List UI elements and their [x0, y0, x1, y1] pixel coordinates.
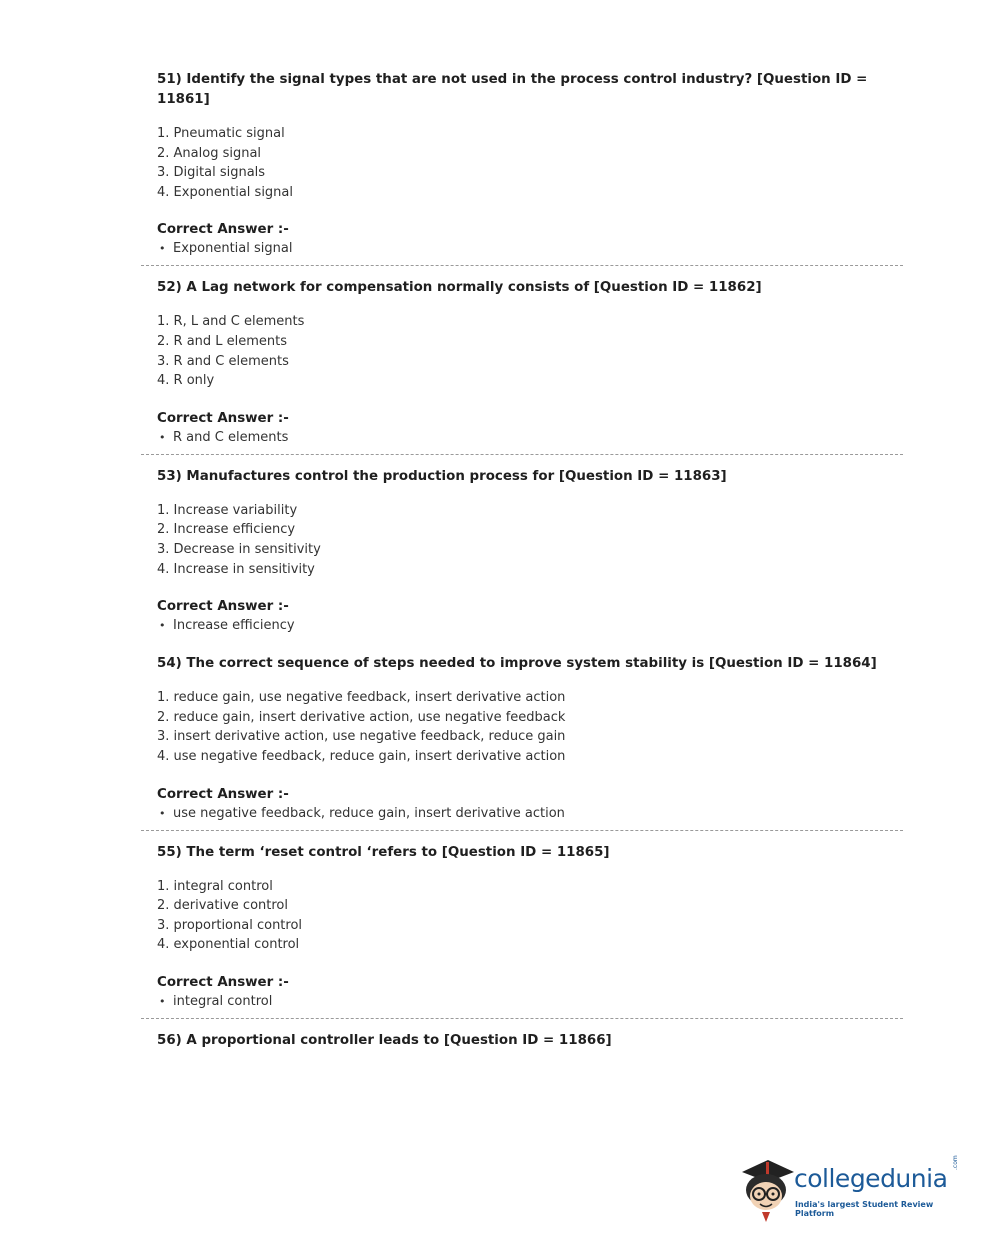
- correct-answer-label: Correct Answer :-: [157, 974, 289, 990]
- option: 1. R, L and C elements: [157, 314, 305, 330]
- bullet-icon: •: [159, 806, 166, 820]
- spacer: [157, 633, 887, 654]
- question-56: [157, 1031, 887, 1051]
- options-list: [157, 124, 887, 202]
- correct-answer: [157, 241, 887, 256]
- correct-answer-label: Correct Answer :-: [157, 786, 289, 802]
- option: 3. Decrease in sensitivity: [157, 541, 321, 557]
- graduate-mascot-icon: [738, 1152, 796, 1224]
- option: 3. proportional control: [157, 917, 303, 933]
- option: 1. reduce gain, use negative feedback, insert derivative action: [157, 690, 566, 706]
- question-title: 52) A Lag network for compensation normally consists of [Question ID = 11862]: [157, 280, 762, 296]
- logo-tagline: India's largest Student Review Platform: [795, 1200, 934, 1218]
- option: 2. Increase efficiency: [157, 522, 296, 538]
- question-51: [157, 70, 887, 256]
- option: 1. Pneumatic signal: [157, 126, 285, 141]
- divider: [141, 265, 903, 266]
- answer-text: use negative feedback, reduce gain, insert derivative action: [173, 805, 565, 821]
- options-list: [157, 688, 887, 766]
- option: 2. Analog signal: [157, 145, 262, 161]
- correct-answer: [157, 806, 887, 821]
- correct-answer: [157, 994, 887, 1009]
- bullet-icon: •: [159, 242, 166, 256]
- options-list: [157, 877, 887, 955]
- question-page: [157, 70, 887, 1051]
- option: 1. integral control: [157, 878, 273, 894]
- question-52: [157, 278, 887, 444]
- divider: [141, 1018, 903, 1019]
- option: 2. derivative control: [157, 898, 288, 914]
- answer-text: integral control: [173, 993, 273, 1009]
- question-53: [157, 467, 887, 633]
- options-list: [157, 312, 887, 390]
- correct-answer-label: Correct Answer :-: [157, 222, 289, 238]
- option: 3. R and C elements: [157, 353, 289, 369]
- option: 1. Increase variability: [157, 502, 298, 518]
- option: 2. R and L elements: [157, 333, 288, 349]
- question-title: 53) Manufactures control the production process for [Question ID = 11863]: [157, 468, 727, 484]
- bullet-icon: •: [159, 994, 166, 1008]
- option: 4. R only: [157, 373, 215, 389]
- logo-brand: collegedunia: [794, 1164, 948, 1193]
- correct-answer: [157, 618, 887, 633]
- bullet-icon: •: [159, 619, 166, 633]
- answer-text: Exponential signal: [173, 241, 293, 257]
- question-title: 54) The correct sequence of steps needed to improve system stability is [Question ID = 11864]: [157, 656, 877, 672]
- answer-text: Increase efficiency: [173, 618, 295, 634]
- option: 2. reduce gain, insert derivative action, use negative feedback: [157, 709, 566, 725]
- correct-answer-label: Correct Answer :-: [157, 410, 289, 426]
- question-title: 51) Identify the signal types that are not used in the process control industry? [Question ID = 11861]: [157, 72, 868, 107]
- option: 4. Exponential signal: [157, 184, 293, 200]
- answer-text: R and C elements: [173, 429, 289, 445]
- correct-answer-label: Correct Answer :-: [157, 599, 289, 615]
- question-55: [157, 843, 887, 1009]
- question-title: 56) A proportional controller leads to [Question ID = 11866]: [157, 1032, 612, 1048]
- option: 4. exponential control: [157, 937, 300, 953]
- collegedunia-logo: [738, 1152, 970, 1224]
- options-list: [157, 501, 887, 579]
- option: 3. insert derivative action, use negative feedback, reduce gain: [157, 729, 566, 745]
- option: 3. Digital signals: [157, 165, 266, 181]
- question-title: 55) The term ‘reset control ‘refers to [Question ID = 11865]: [157, 844, 610, 860]
- option: 4. Increase in sensitivity: [157, 561, 315, 577]
- correct-answer: [157, 430, 887, 445]
- option: 4. use negative feedback, reduce gain, insert derivative action: [157, 748, 566, 764]
- bullet-icon: •: [159, 430, 166, 444]
- logo-suffix: .com: [952, 1155, 959, 1170]
- divider: [141, 830, 903, 831]
- question-54: [157, 654, 887, 820]
- divider: [141, 454, 903, 455]
